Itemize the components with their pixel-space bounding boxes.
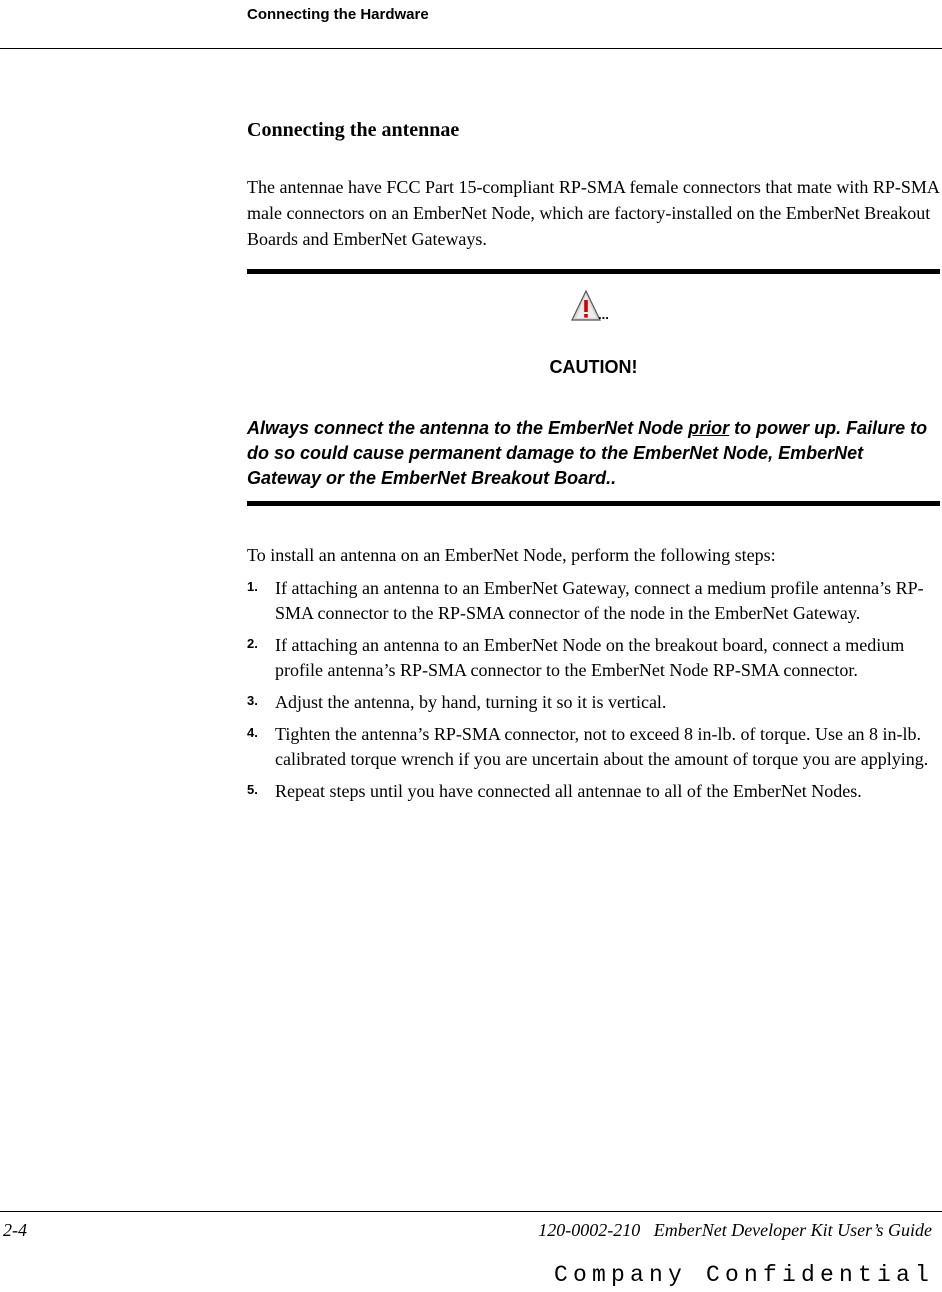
step-text: Tighten the antenna’s RP-SMA connector, not to exceed 8 in-lb. of torque. Use an 8 in-lb. calibrated torque wrench if you are uncertain about the amount of torque you are applying.	[275, 724, 929, 769]
caution-text-underlined: prior	[688, 418, 730, 438]
step-text: Adjust the antenna, by hand, turning it so it is vertical.	[275, 692, 667, 712]
running-header: Connecting the Hardware	[247, 6, 429, 23]
caution-text-after: to power up. Failure to do so could cause permanent damage to the EmberNet Node, EmberNet Gateway or the EmberNet Breakout Board..	[247, 418, 928, 488]
steps-list	[247, 576, 939, 811]
step-item	[247, 576, 939, 626]
step-number: 2.	[247, 636, 258, 651]
caution-ellipsis: ...	[598, 307, 609, 322]
step-number: 3.	[247, 693, 258, 708]
header-rule	[0, 48, 942, 49]
steps-intro: To install an antenna on an EmberNet Node, perform the following steps:	[247, 545, 776, 565]
step-number: 1.	[247, 579, 258, 594]
caution-text-before: Always connect the antenna to the EmberNet Node	[247, 418, 689, 438]
confidential-notice: Company Confidential	[553, 1262, 934, 1288]
step-number: 5.	[247, 782, 258, 797]
document-title: 120-0002-210 EmberNet Developer Kit User’s Guide	[538, 1220, 932, 1240]
step-item	[247, 722, 939, 772]
section-heading: Connecting the antennae	[247, 119, 460, 141]
caution-bottom-rule	[247, 501, 940, 506]
intro-paragraph: The antennae have FCC Part 15-compliant RP-SMA female connectors that mate with RP-SMA male connectors on an EmberNet Node, which are factory-installed on the EmberNet Breakout Boards and EmberNet Gateways.	[247, 177, 939, 249]
footer-rule	[0, 1211, 942, 1212]
step-number: 4.	[247, 725, 258, 740]
caution-title: CAUTION!	[549, 357, 638, 377]
step-item	[247, 690, 939, 715]
step-item	[247, 779, 939, 804]
caution-top-rule	[247, 269, 940, 274]
step-text: If attaching an antenna to an EmberNet Node on the breakout board, connect a medium profile antenna’s RP-SMA connector to the EmberNet Node RP-SMA connector.	[275, 635, 905, 680]
caution-text	[247, 416, 941, 491]
warning-triangle-icon	[569, 288, 609, 324]
step-item	[247, 633, 939, 683]
step-text: Repeat steps until you have connected all antennae to all of the EmberNet Nodes.	[275, 781, 862, 801]
step-text: If attaching an antenna to an EmberNet Gateway, connect a medium profile antenna’s RP-SMA connector to the RP-SMA connector of the node in the EmberNet Gateway.	[275, 578, 924, 623]
page-number: 2-4	[3, 1220, 27, 1240]
